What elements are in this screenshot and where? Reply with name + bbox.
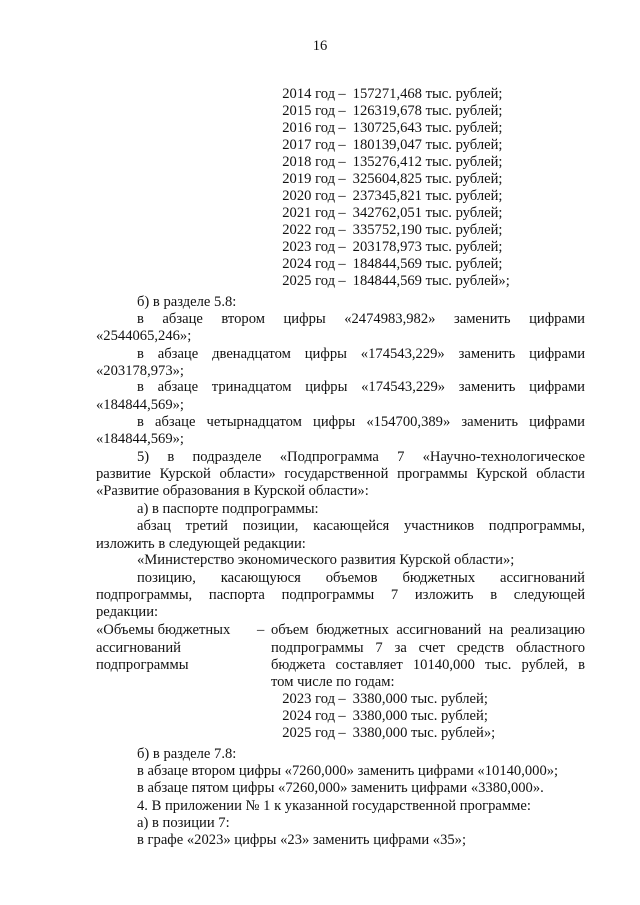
page-number: 16	[312, 38, 328, 54]
paragraph-line: «Министерство экономического развития Курской области»;	[137, 552, 515, 568]
passport-label: «Объемы бюджетных	[96, 622, 231, 638]
paragraph-line: 5) в подразделе «Подпрограмма 7 «Научно-технологическое	[137, 449, 585, 465]
year-line: 2025 год – 184844,569 тыс. рублей»;	[282, 273, 510, 289]
passport-label: подпрограммы	[96, 657, 189, 673]
paragraph-line: «184844,569»;	[96, 431, 184, 447]
year-line: 2015 год – 126319,678 тыс. рублей;	[282, 103, 503, 119]
paragraph-line: абзац третий позиции, касающейся участников подпрограммы,	[137, 518, 585, 534]
passport-text: том числе по годам:	[271, 674, 395, 690]
passport-dash: –	[257, 622, 265, 638]
paragraph-line: в абзаце пятом цифры «7260,000» заменить цифрами «3380,000».	[137, 780, 544, 796]
paragraph-line: редакции:	[96, 604, 159, 620]
year-line: 2016 год – 130725,643 тыс. рублей;	[282, 120, 503, 136]
paragraph-line: в абзаце тринадцатом цифры «174543,229» заменить цифрами	[137, 379, 585, 395]
section-heading: б) в разделе 5.8:	[137, 294, 237, 310]
paragraph-line: а) в паспорте подпрограммы:	[137, 501, 319, 517]
year-line: 2021 год – 342762,051 тыс. рублей;	[282, 205, 503, 221]
paragraph-line: подпрограммы, паспорта подпрограммы 7 изложить в следующей	[96, 587, 585, 603]
paragraph-line: в абзаце втором цифры «7260,000» заменить цифрами «10140,000»;	[137, 763, 559, 779]
year-line: 2024 год – 3380,000 тыс. рублей;	[282, 708, 488, 724]
year-line: 2019 год – 325604,825 тыс. рублей;	[282, 171, 503, 187]
paragraph-line: развитие Курской области» государственной программы Курской области	[96, 466, 585, 482]
paragraph-line: в абзаце двенадцатом цифры «174543,229» заменить цифрами	[137, 346, 585, 362]
year-line: 2017 год – 180139,047 тыс. рублей;	[282, 137, 503, 153]
year-line: 2020 год – 237345,821 тыс. рублей;	[282, 188, 503, 204]
year-line: 2024 год – 184844,569 тыс. рублей;	[282, 256, 503, 272]
year-line: 2025 год – 3380,000 тыс. рублей»;	[282, 725, 496, 741]
paragraph-line: в абзаце четырнадцатом цифры «154700,389» заменить цифрами	[137, 414, 585, 430]
passport-label: ассигнований	[96, 640, 181, 656]
paragraph-line: позицию, касающуюся объемов бюджетных ассигнований	[137, 570, 585, 586]
paragraph-line: 4. В приложении № 1 к указанной государственной программе:	[137, 798, 531, 814]
paragraph-line: в абзаце втором цифры «2474983,982» заменить цифрами	[137, 311, 585, 327]
year-line: 2023 год – 3380,000 тыс. рублей;	[282, 691, 488, 707]
passport-text: объем бюджетных ассигнований на реализацию	[271, 622, 585, 638]
year-line: 2018 год – 135276,412 тыс. рублей;	[282, 154, 503, 170]
paragraph-line: «203178,973»;	[96, 363, 184, 379]
passport-text: подпрограммы 7 за счет средств областного	[271, 640, 585, 656]
paragraph-line: «Развитие образования в Курской области»:	[96, 483, 369, 499]
paragraph-line: «184844,569»;	[96, 397, 184, 413]
year-line: 2022 год – 335752,190 тыс. рублей;	[282, 222, 503, 238]
passport-text: бюджета составляет 10140,000 тыс. рублей, в	[271, 657, 585, 673]
paragraph-line: изложить в следующей редакции:	[96, 536, 306, 552]
paragraph-line: «2544065,246»;	[96, 328, 192, 344]
section-heading: б) в разделе 7.8:	[137, 746, 237, 762]
year-line: 2014 год – 157271,468 тыс. рублей;	[282, 86, 503, 102]
year-line: 2023 год – 203178,973 тыс. рублей;	[282, 239, 503, 255]
paragraph-line: а) в позиции 7:	[137, 815, 230, 831]
paragraph-line: в графе «2023» цифры «23» заменить цифрами «35»;	[137, 832, 467, 848]
